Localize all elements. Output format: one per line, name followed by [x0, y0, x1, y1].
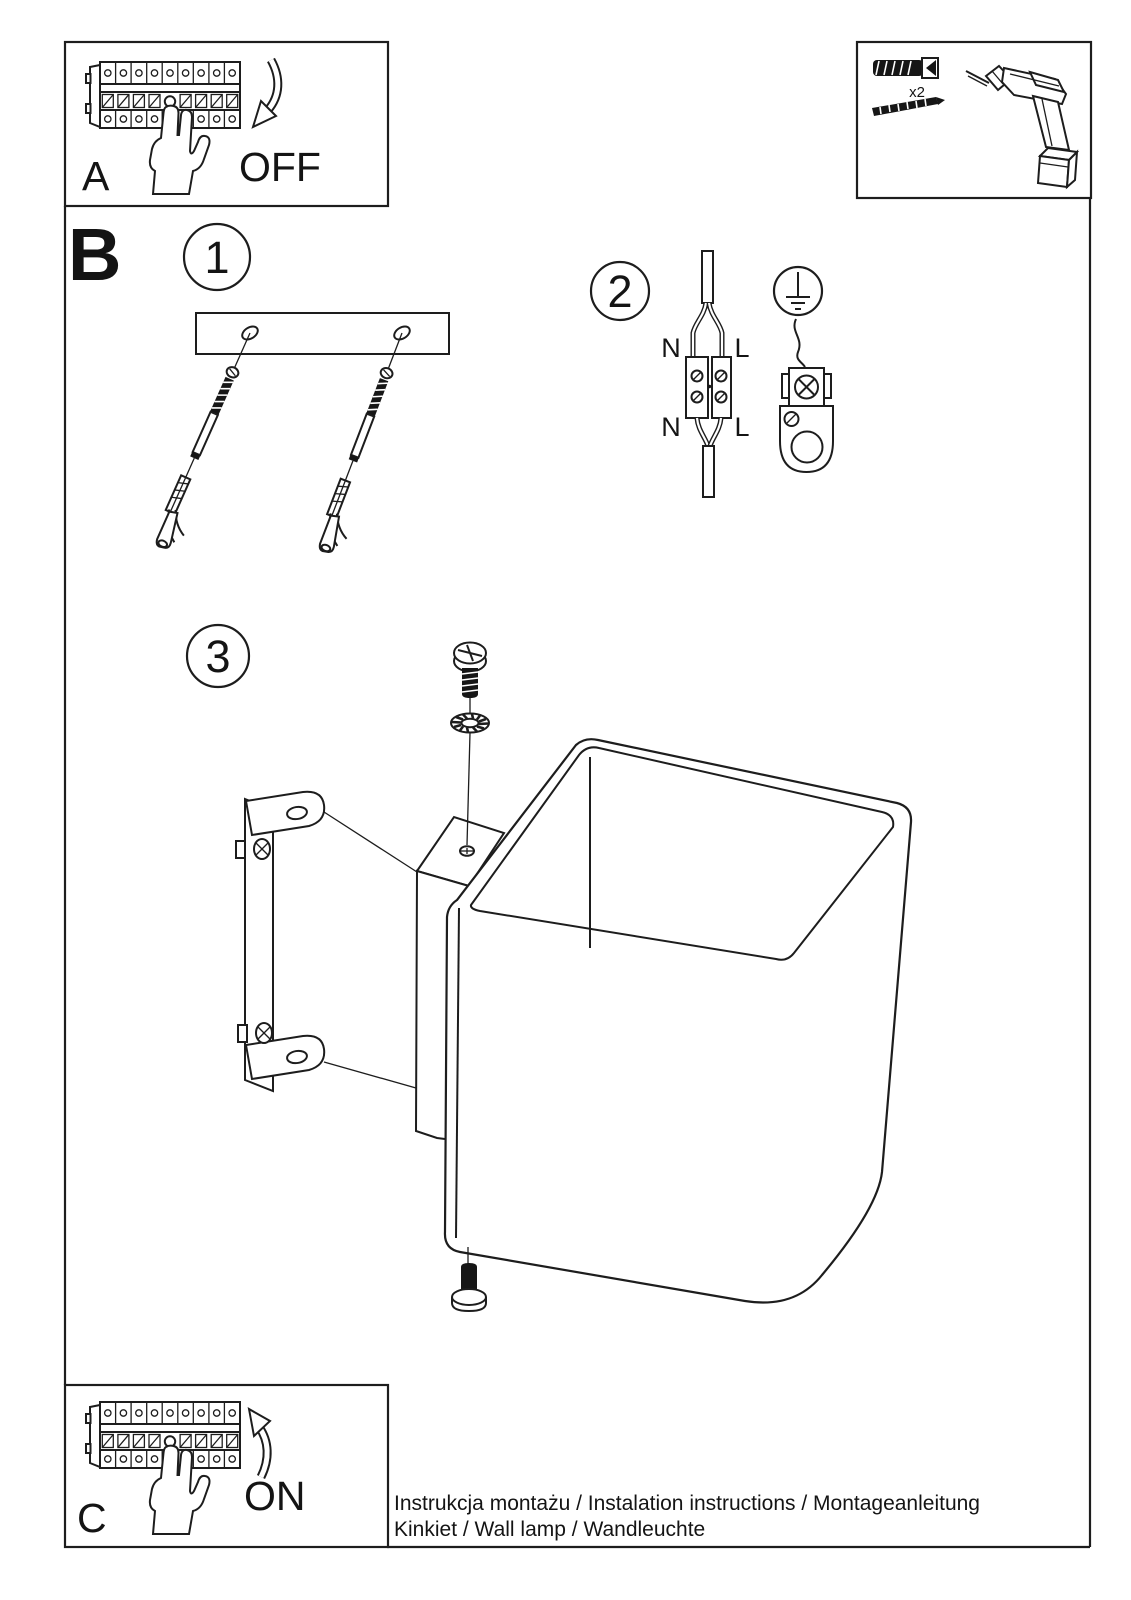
step2-drawing — [591, 251, 833, 497]
power-on-box — [65, 1385, 388, 1547]
step2-number: 2 — [607, 266, 633, 317]
terminal-n-top: N — [661, 333, 681, 363]
cube-lamp-icon — [445, 739, 911, 1302]
panel-a-label: A — [82, 153, 110, 199]
step3-drawing — [187, 625, 911, 1311]
hardware-box — [857, 42, 1091, 198]
fixing-screw-icon — [454, 643, 486, 714]
lamp-cable-icon — [697, 418, 721, 497]
terminal-l-top: L — [734, 333, 750, 363]
on-label: ON — [244, 1473, 306, 1519]
terminal-block-icon — [686, 357, 731, 418]
terminal-n-bottom: N — [661, 412, 681, 442]
anchor-quantity-label: x2 — [909, 84, 925, 101]
earth-clamp-icon — [780, 368, 833, 472]
footer — [394, 1492, 980, 1541]
screw-anchor-right-icon — [313, 331, 422, 558]
guide-line-top — [324, 812, 417, 872]
earth-symbol-icon — [774, 267, 822, 315]
earth-wire-icon — [794, 319, 805, 367]
supply-cable-icon — [693, 251, 722, 356]
guide-line-bottom — [324, 1062, 416, 1088]
terminal-l-bottom: L — [734, 412, 750, 442]
step3-number: 3 — [205, 631, 231, 682]
step1-number: 1 — [204, 232, 230, 283]
power-off-box — [65, 42, 388, 206]
panel-c-label: C — [77, 1495, 107, 1541]
footer-line2: Kinkiet / Wall lamp / Wandleuchte — [394, 1518, 706, 1541]
wall-plug-icon — [873, 58, 938, 78]
mounting-plate-icon — [196, 313, 449, 354]
wall-bracket-icon — [236, 792, 324, 1091]
off-label: OFF — [239, 144, 321, 190]
screw-anchor-left-icon — [150, 331, 270, 554]
footer-line1: Instrukcja montażu / Instalation instructions / Montageanleitung — [394, 1492, 980, 1515]
section-b-label: B — [68, 213, 122, 296]
step1-drawing — [150, 224, 449, 557]
